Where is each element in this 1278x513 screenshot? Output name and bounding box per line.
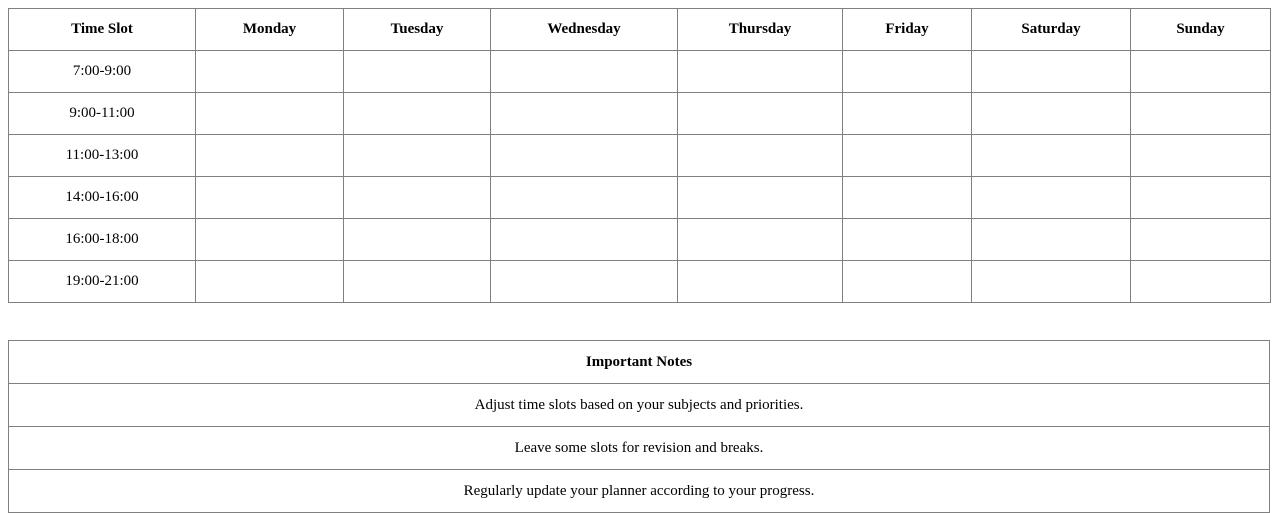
time-slot-cell: 16:00-18:00 — [9, 219, 196, 261]
schedule-header-row — [9, 9, 1271, 51]
schedule-cell-friday[interactable] — [843, 261, 972, 303]
schedule-cell-friday[interactable] — [843, 51, 972, 93]
schedule-body — [9, 51, 1271, 303]
schedule-cell-monday[interactable] — [196, 135, 344, 177]
schedule-row — [9, 219, 1271, 261]
header-monday: Monday — [196, 9, 344, 51]
notes-title: Important Notes — [9, 341, 1270, 384]
schedule-cell-thursday[interactable] — [678, 261, 843, 303]
notes-row — [9, 384, 1270, 427]
schedule-cell-friday[interactable] — [843, 177, 972, 219]
time-slot-cell: 9:00-11:00 — [9, 93, 196, 135]
header-tuesday: Tuesday — [344, 9, 491, 51]
note-item: Regularly update your planner according to your progress. — [9, 470, 1270, 513]
schedule-cell-monday[interactable] — [196, 219, 344, 261]
notes-row — [9, 427, 1270, 470]
schedule-row — [9, 261, 1271, 303]
schedule-cell-wednesday[interactable] — [491, 135, 678, 177]
schedule-cell-saturday[interactable] — [972, 93, 1131, 135]
header-sunday: Sunday — [1131, 9, 1271, 51]
note-item: Leave some slots for revision and breaks. — [9, 427, 1270, 470]
time-slot-cell: 11:00-13:00 — [9, 135, 196, 177]
weekly-schedule-table — [8, 8, 1271, 303]
schedule-cell-tuesday[interactable] — [344, 135, 491, 177]
schedule-cell-tuesday[interactable] — [344, 177, 491, 219]
schedule-row — [9, 51, 1271, 93]
schedule-cell-sunday[interactable] — [1131, 177, 1271, 219]
schedule-cell-saturday[interactable] — [972, 51, 1131, 93]
header-wednesday: Wednesday — [491, 9, 678, 51]
schedule-cell-tuesday[interactable] — [344, 219, 491, 261]
schedule-cell-tuesday[interactable] — [344, 261, 491, 303]
schedule-cell-wednesday[interactable] — [491, 219, 678, 261]
schedule-cell-thursday[interactable] — [678, 51, 843, 93]
schedule-cell-thursday[interactable] — [678, 135, 843, 177]
schedule-cell-monday[interactable] — [196, 177, 344, 219]
schedule-cell-saturday[interactable] — [972, 219, 1131, 261]
schedule-cell-monday[interactable] — [196, 93, 344, 135]
schedule-cell-thursday[interactable] — [678, 177, 843, 219]
schedule-cell-wednesday[interactable] — [491, 177, 678, 219]
schedule-cell-saturday[interactable] — [972, 261, 1131, 303]
time-slot-cell: 19:00-21:00 — [9, 261, 196, 303]
header-time-slot: Time Slot — [9, 9, 196, 51]
schedule-cell-monday[interactable] — [196, 51, 344, 93]
schedule-cell-sunday[interactable] — [1131, 261, 1271, 303]
header-friday: Friday — [843, 9, 972, 51]
schedule-cell-sunday[interactable] — [1131, 93, 1271, 135]
notes-row — [9, 470, 1270, 513]
important-notes-table — [8, 340, 1270, 513]
schedule-cell-wednesday[interactable] — [491, 51, 678, 93]
schedule-cell-thursday[interactable] — [678, 219, 843, 261]
time-slot-cell: 14:00-16:00 — [9, 177, 196, 219]
notes-header-row — [9, 341, 1270, 384]
schedule-cell-sunday[interactable] — [1131, 135, 1271, 177]
schedule-cell-sunday[interactable] — [1131, 51, 1271, 93]
schedule-cell-saturday[interactable] — [972, 177, 1131, 219]
header-thursday: Thursday — [678, 9, 843, 51]
header-saturday: Saturday — [972, 9, 1131, 51]
schedule-cell-monday[interactable] — [196, 261, 344, 303]
schedule-cell-friday[interactable] — [843, 93, 972, 135]
schedule-row — [9, 177, 1271, 219]
schedule-cell-friday[interactable] — [843, 219, 972, 261]
schedule-cell-tuesday[interactable] — [344, 51, 491, 93]
schedule-cell-tuesday[interactable] — [344, 93, 491, 135]
schedule-cell-saturday[interactable] — [972, 135, 1131, 177]
schedule-cell-wednesday[interactable] — [491, 261, 678, 303]
schedule-row — [9, 135, 1271, 177]
schedule-cell-sunday[interactable] — [1131, 219, 1271, 261]
note-item: Adjust time slots based on your subjects and priorities. — [9, 384, 1270, 427]
schedule-row — [9, 93, 1271, 135]
schedule-cell-friday[interactable] — [843, 135, 972, 177]
time-slot-cell: 7:00-9:00 — [9, 51, 196, 93]
schedule-cell-thursday[interactable] — [678, 93, 843, 135]
schedule-cell-wednesday[interactable] — [491, 93, 678, 135]
